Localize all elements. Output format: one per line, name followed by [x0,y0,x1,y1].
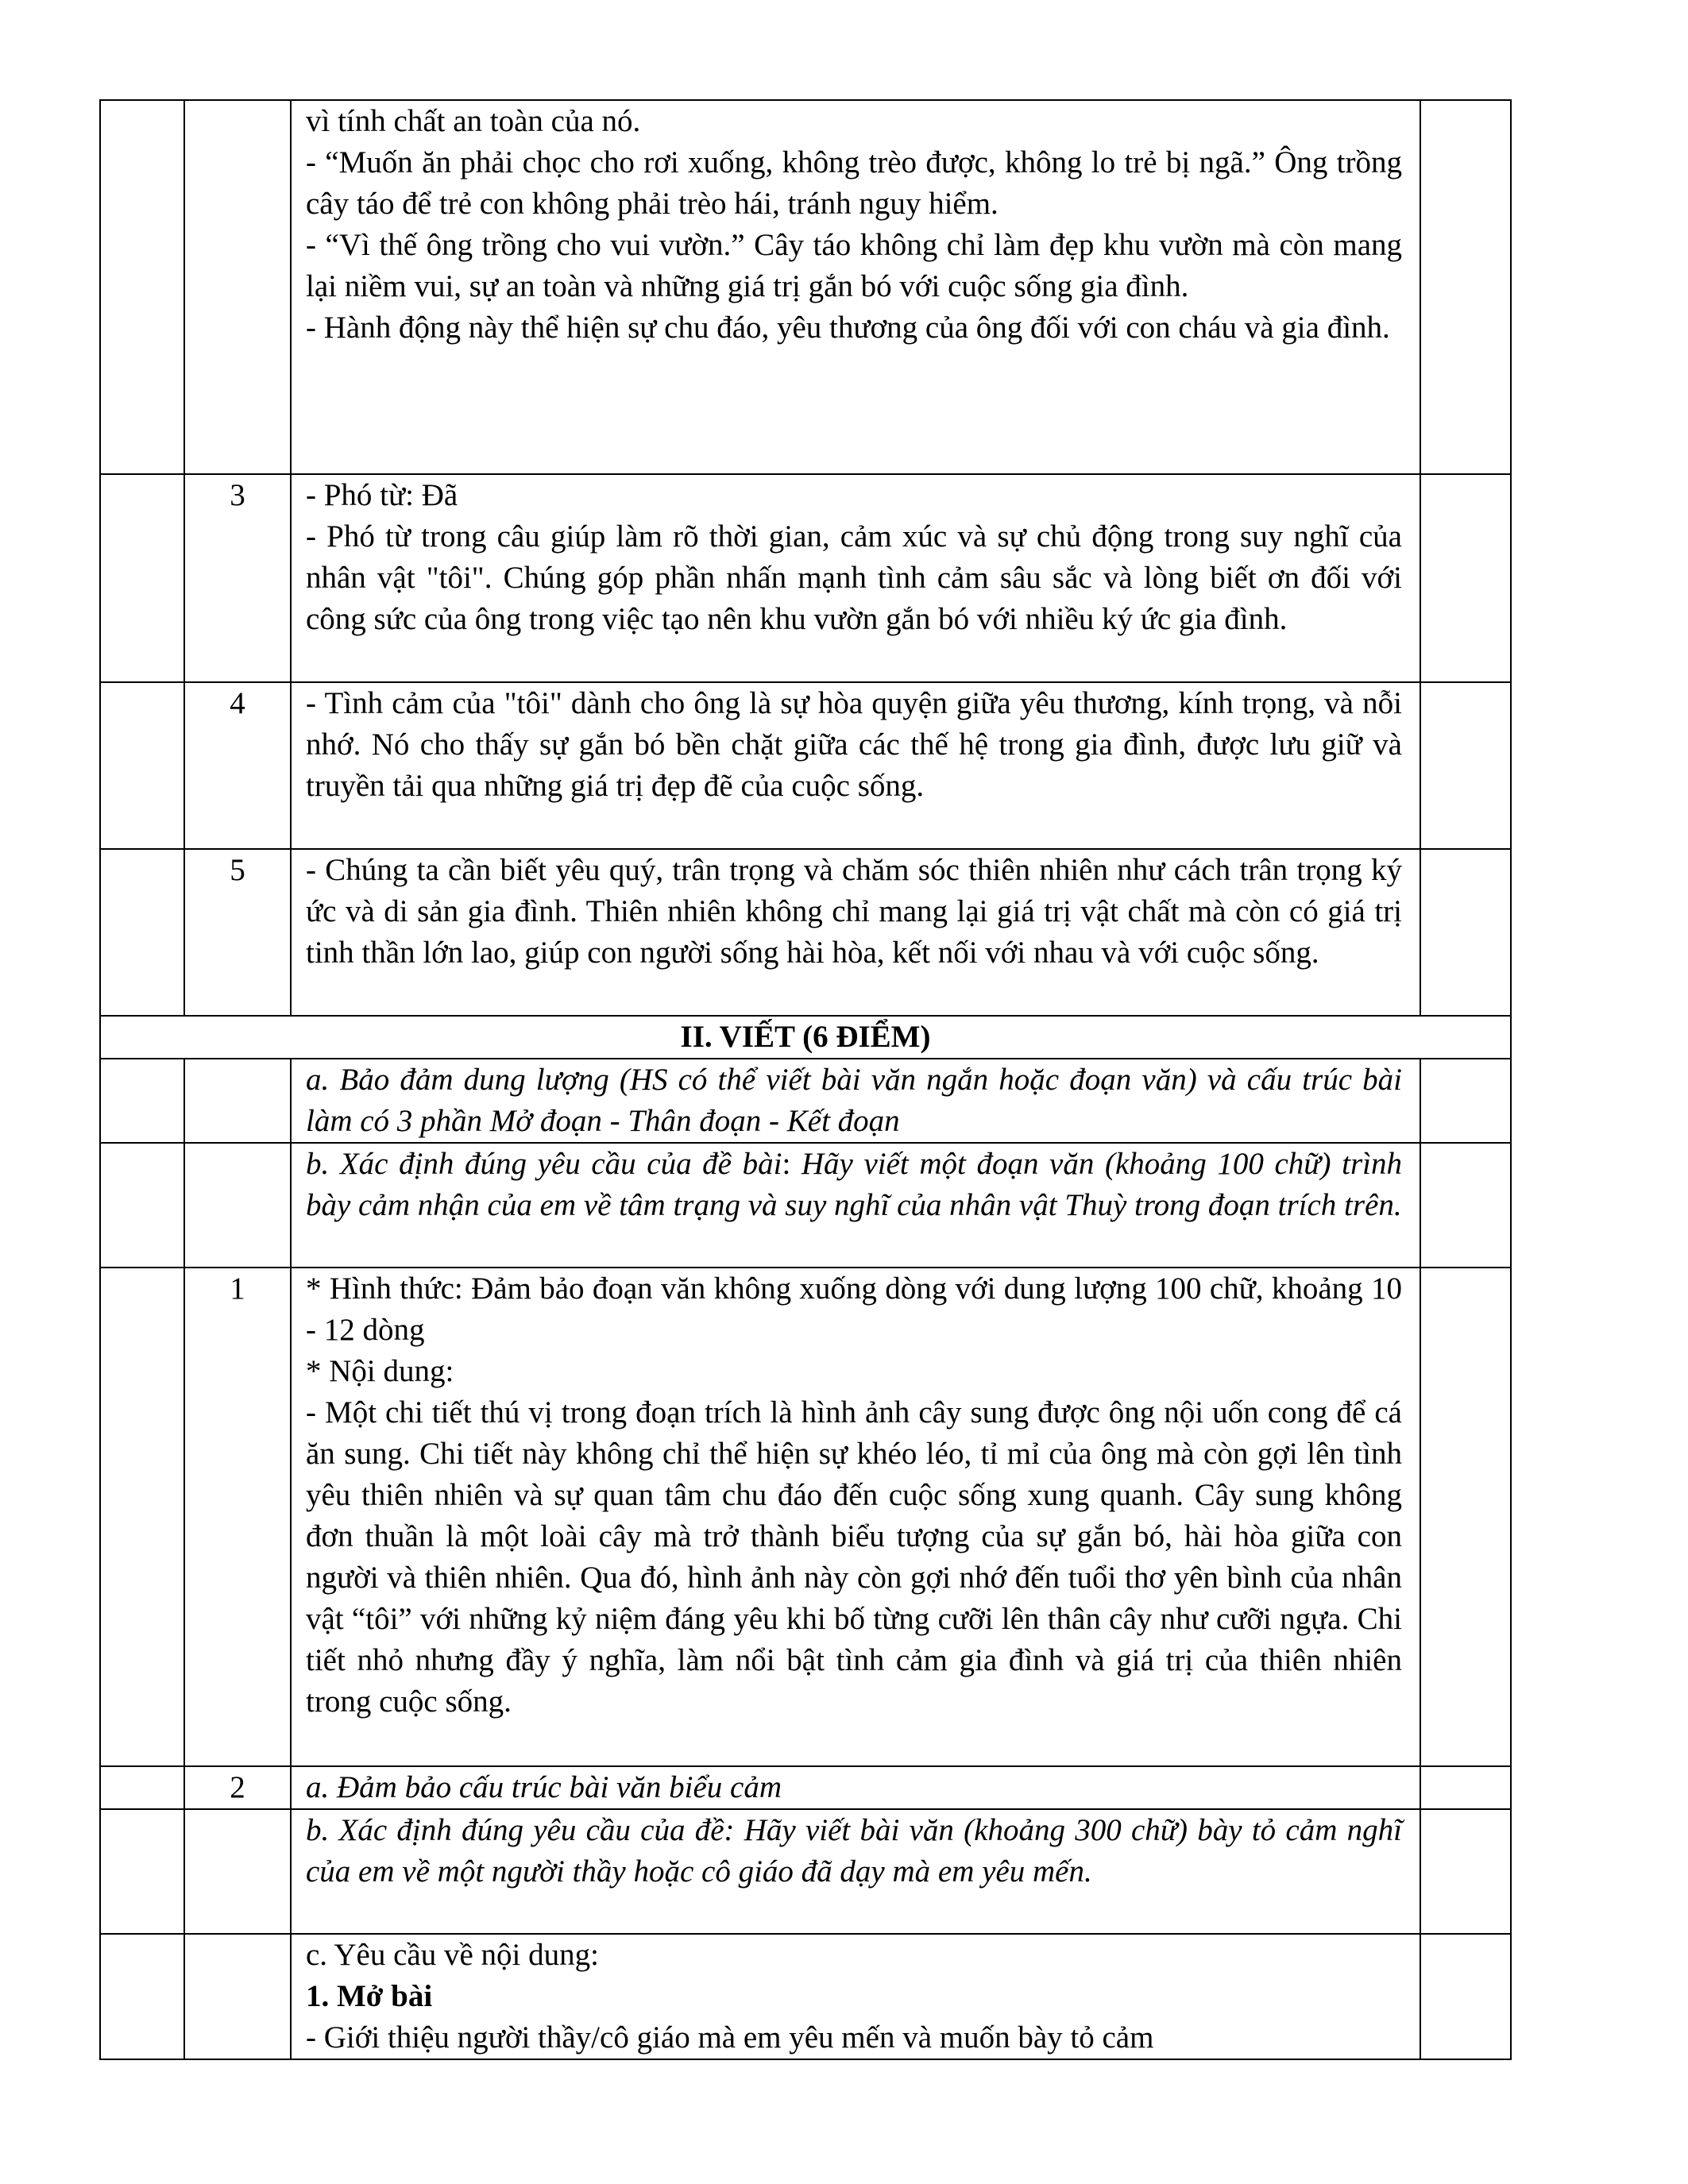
cell-question-number: 4 [184,682,291,849]
answer-line: - Tình cảm của "tôi" dành cho ông là sự hòa quyện giữa yêu thương, kính trọng, và nỗi nhớ. Nó cho thấy sự gắn bó bền chặt giữa các thế hệ trong gia đình, được lưu giữ và truyền tải qua những giá trị đẹp đẽ của cuộc sống. [306,686,1402,803]
table-row [100,1059,1511,1143]
answer-key-table [99,99,1512,2060]
cell-part [100,1143,184,1268]
table-row [100,682,1511,849]
requirement-text: Hãy viết một đoạn văn (khoảng 100 chữ) trình bày cảm nhận của em về tâm trạng và suy nghĩ của nhân vật Thuỳ trong đoạn trích trên. [306,1147,1402,1222]
cell-question-number [184,1809,291,1934]
answer-line: - “Muốn ăn phải chọc cho rơi xuống, không trèo được, không lo trẻ bị ngã.” Ông trồng cây táo để trẻ con không phải trèo hái, tránh nguy hiểm. [306,145,1402,221]
table-row [100,1143,1511,1268]
content-requirement-label: c. Yêu cầu về nội dung: [306,1938,599,1972]
cell-answer-content [291,1143,1420,1268]
intro-heading: 1. Mở bài [306,1979,433,2013]
cell-question-number [184,1143,291,1268]
cell-question-number: 2 [184,1766,291,1809]
cell-question-number [184,100,291,474]
cell-answer-content [291,100,1420,474]
cell-answer-content [291,1934,1420,2059]
table-row [100,1809,1511,1934]
cell-score [1420,1809,1511,1934]
cell-answer-content [291,474,1420,682]
cell-part [100,474,184,682]
answer-line: - Giới thiệu người thầy/cô giáo mà em yêu mến và muốn bày tỏ cảm [306,2020,1154,2055]
answer-line: vì tính chất an toàn của nó. [306,104,641,138]
cell-answer-content: b. Xác định đúng yêu cầu của đề: Hãy viết bài văn (khoảng 300 chữ) bày tỏ cảm nghĩ của em về một người thầy hoặc cô giáo đã dạy mà em yêu mến. [291,1809,1420,1934]
cell-question-number [184,1934,291,2059]
cell-answer-content [291,682,1420,849]
table-row [100,1934,1511,2059]
table-row [100,1268,1511,1766]
cell-score [1420,1934,1511,2059]
cell-score [1420,682,1511,849]
cell-question-number: 1 [184,1268,291,1766]
answer-line: - Phó từ trong câu giúp làm rõ thời gian, cảm xúc và sự chủ động trong suy nghĩ của nhân vật "tôi". Chúng góp phần nhấn mạnh tình cảm sâu sắc và lòng biết ơn đối với công sức của ông trong việc tạo nên khu vườn gắn bó với nhiều ký ức gia đình. [306,519,1402,636]
cell-part [100,1934,184,2059]
requirement-prefix: b. Xác định đúng yêu cầu của đề bài [306,1147,782,1181]
answer-line: * Hình thức: Đảm bảo đoạn văn không xuống dòng với dung lượng 100 chữ, khoảng 10 - 12 dòng [306,1271,1402,1347]
cell-answer-content [291,1268,1420,1766]
answer-line: - Một chi tiết thú vị trong đoạn trích là hình ảnh cây sung được ông nội uốn cong để cá ăn sung. Chi tiết này không chỉ thể hiện sự khéo léo, tỉ mỉ của ông mà còn gợi lên tình yêu thiên nhiên và sự quan tâm chu đáo đến cuộc sống xung quanh. Cây sung không đơn thuần là một loài cây mà trở thành biểu tượng của sự gắn bó, hài hòa giữa con người và thiên nhiên. Qua đó, hình ảnh này còn gợi nhớ đến tuổi thơ yên bình của nhân vật “tôi” với những kỷ niệm đáng yêu khi bố từng cưỡi lên thân cây như cưỡi ngựa. Chi tiết nhỏ nhưng đầy ý nghĩa, làm nổi bật tình cảm gia đình và giá trị của thiên nhiên trong cuộc sống. [306,1395,1402,1719]
cell-score [1420,474,1511,682]
cell-question-number: 5 [184,849,291,1016]
table-row [100,849,1511,1016]
answer-line: - “Vì thế ông trồng cho vui vườn.” Cây táo không chỉ làm đẹp khu vườn mà còn mang lại niềm vui, sự an toàn và những giá trị gắn bó với cuộc sống gia đình. [306,228,1402,303]
cell-score [1420,1059,1511,1143]
cell-score [1420,100,1511,474]
cell-score [1420,849,1511,1016]
cell-answer-content [291,849,1420,1016]
cell-score [1420,1268,1511,1766]
cell-answer-content: a. Bảo đảm dung lượng (HS có thể viết bài văn ngắn hoặc đoạn văn) và cấu trúc bài làm có 3 phần Mở đoạn - Thân đoạn - Kết đoạn [291,1059,1420,1143]
cell-part [100,1766,184,1809]
table-row [100,1766,1511,1809]
cell-answer-content: a. Đảm bảo cấu trúc bài văn biểu cảm [291,1766,1420,1809]
section-header-row [100,1016,1511,1059]
cell-part [100,682,184,849]
cell-question-number [184,1059,291,1143]
table-row [100,100,1511,474]
cell-part [100,1809,184,1934]
answer-line: - Chúng ta cần biết yêu quý, trân trọng và chăm sóc thiên nhiên như cách trân trọng ký ức và di sản gia đình. Thiên nhiên không chỉ mang lại giá trị vật chất mà còn có giá trị tinh thần lớn lao, giúp con người sống hài hòa, kết nối với nhau và với cuộc sống. [306,853,1402,970]
cell-part [100,849,184,1016]
requirement-colon: : [782,1147,791,1181]
cell-part [100,100,184,474]
cell-part [100,1268,184,1766]
section-title: II. VIẾT (6 ĐIỂM) [100,1016,1511,1059]
answer-line: * Nội dung: [306,1354,454,1388]
answer-line: - Phó từ: Đã [306,478,458,512]
cell-question-number: 3 [184,474,291,682]
cell-score [1420,1143,1511,1268]
table-row [100,474,1511,682]
answer-line: - Hành động này thể hiện sự chu đáo, yêu thương của ông đối với con cháu và gia đình. [306,311,1390,345]
cell-part [100,1059,184,1143]
cell-score [1420,1766,1511,1809]
